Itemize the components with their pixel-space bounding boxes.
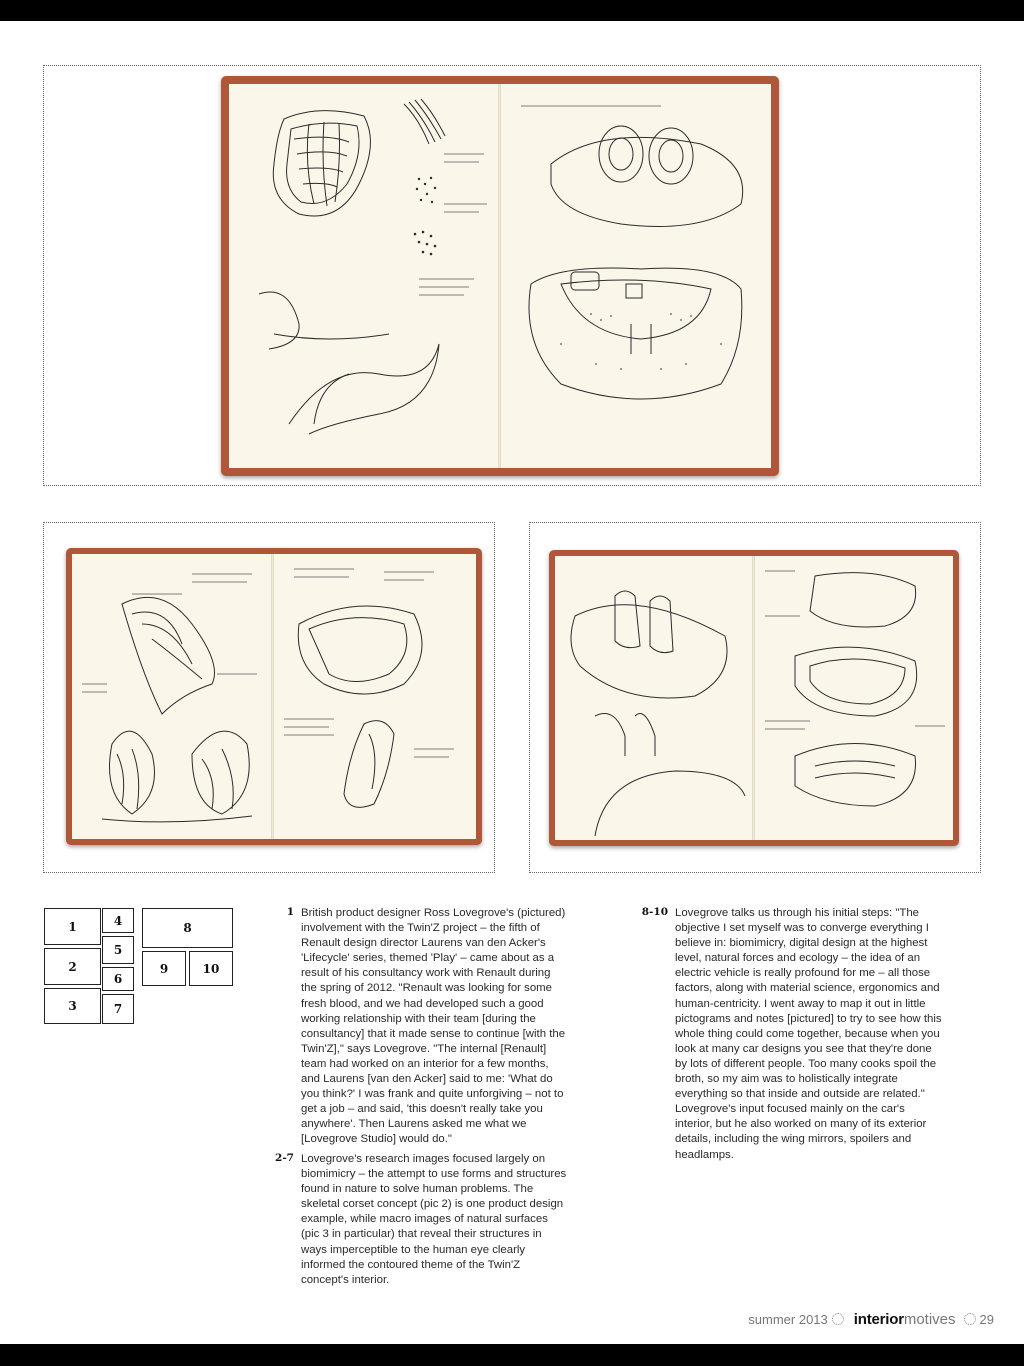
seat-tub-sketch-drawing [755, 556, 953, 840]
seat-sketch-drawing [229, 84, 498, 468]
page-number: 29 [979, 1311, 994, 1327]
sketchbook-page-left [229, 84, 498, 468]
sketchbook-page-right [274, 554, 476, 839]
interior-sketch-drawing [501, 84, 771, 468]
sketchbook-page-left [72, 554, 271, 839]
car-interior-sketch-drawing [555, 556, 752, 840]
magazine-name-bold: interior [853, 1310, 904, 1328]
key-box-4: 4 [102, 908, 134, 933]
caption-8-10 [675, 906, 943, 1163]
sketchbook-page-right [755, 556, 953, 840]
sketchbook-page-left [555, 556, 752, 840]
issue-season: summer 2013 [748, 1311, 828, 1327]
key-box-2: 2 [44, 948, 101, 985]
caption-number-8-10: 8-10 [641, 906, 668, 918]
page-footer [748, 1309, 994, 1329]
gear-icon [832, 1313, 844, 1325]
figure-top [43, 65, 981, 486]
caption-number-2-7: 2-7 [275, 1152, 294, 1164]
figure-bottom-left [43, 522, 495, 873]
key-box-5: 5 [102, 936, 134, 964]
gear-icon [964, 1313, 976, 1325]
key-box-8: 8 [142, 908, 233, 948]
key-box-9: 9 [142, 951, 186, 986]
caption-2-7 [301, 1152, 569, 1288]
key-box-1: 1 [44, 908, 101, 945]
sketchbook-page-right [501, 84, 771, 468]
sketchbook-top [221, 76, 779, 476]
sketchbook-bottom-right [549, 550, 959, 846]
shell-sketch-drawing [274, 554, 476, 839]
caption-1 [301, 906, 569, 1148]
figure-bottom-right [529, 522, 981, 873]
magazine-name-light: motives [903, 1310, 956, 1328]
caption-1-text: British product designer Ross Lovegrove's (pictured) involvement with the Twin'Z project – the fifth of Renault design director Laurens van den Acker's 'Lifecycle' series, themed 'Play' – came about as a result of his consultancy work with Renault during the spring of 2012. "Renault was looking for some fresh blood, and we had developed such a good working relationship with their team [during the consultancy] that it made sense to continue [with the Twin'Z]," says Lovegrove. "The internal [Renault] team had worked on an interior for a few months, and Laurens [van den Acker] said to me: 'What do you think?' I was frank and quite unforgiving – not to get a job – and said, 'this doesn't really take you anywhere'. Then Laurens asked me what we [Lovegrove Studio] would do." [301, 907, 566, 1146]
caption-number-1: 1 [286, 906, 294, 918]
key-box-7: 7 [102, 994, 134, 1024]
caption-2-7-text: Lovegrove's research images focused largely on biomimicry – the attempt to use forms and structures found in nature to solve human problems. The skeletal corset concept (pic 2) is one product design example, while macro images of natural surfaces (pic 3 in particular) that reveal their structures in ways imperceptible to the human eye clearly informed the contoured theme of the Twin'Z concept's interior. [301, 1153, 567, 1286]
top-black-bar [0, 0, 1024, 21]
key-box-3: 3 [44, 988, 101, 1024]
key-box-10: 10 [189, 951, 233, 986]
key-box-6: 6 [102, 967, 134, 991]
sketchbook-bottom-left [66, 548, 482, 845]
bottom-black-bar [0, 1344, 1024, 1366]
caption-8-10-text: Lovegrove talks us through his initial steps: "The objective I set myself was to converge everything I believe in: biomimicry, digital design at the highest level, natural forces and ecology – the idea of an electric vehicle is really profound for me – all those factors, along with material science, ergonomics and human-centricity. I went away to map it out in little pictograms and notes [pictured] to try to see how this whole thing could come together, because when you look at many car designs you see that they're done by lots of different people. Too many cooks spoil the broth, so my aim was to holistically integrate everything so that inside and outside are related." Lovegrove's input focused mainly on the car's interior, but he also worked on many of its exterior details, including the wing mirrors, spoilers and headlamps. [675, 907, 942, 1161]
corset-sketch-drawing [72, 554, 271, 839]
